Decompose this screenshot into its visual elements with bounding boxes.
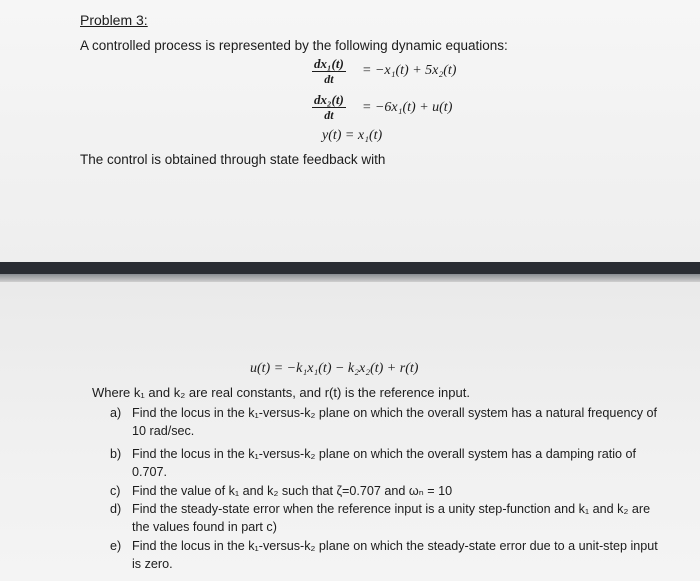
- equation-1-numerator: dx₁(t): [314, 56, 344, 71]
- equation-1-rhs: = −x₁(t) + 5x₂(t): [362, 63, 457, 78]
- page-fold-band: [0, 262, 700, 274]
- question-a-label: a): [110, 406, 122, 420]
- where-sentence: Where k₁ and k₂ are real constants, and r(t) is the reference input.: [92, 385, 470, 400]
- question-e-label: e): [110, 539, 122, 553]
- question-d-line-2: the values found in part c): [132, 520, 277, 534]
- question-b-line-2: 0.707.: [132, 465, 168, 479]
- question-c-line-1: Find the value of k₁ and k₂ such that ζ=0.707 and ωₙ = 10: [132, 484, 453, 498]
- equation-2-denominator: dt: [324, 108, 334, 122]
- question-d-label: d): [110, 502, 122, 516]
- problem-intro: A controlled process is represented by the following dynamic equations:: [80, 38, 508, 53]
- equation-2-rhs: = −6x₁(t) + u(t): [362, 100, 453, 115]
- question-d-line-1: Find the steady-state error when the reference input is a unity step-function and k₁ and k₂ are: [132, 502, 651, 516]
- equation-2-fraction: [312, 92, 346, 122]
- equation-3: y(t) = x₁(t): [322, 128, 383, 143]
- equation-1-denominator: dt: [324, 72, 334, 86]
- equation-1-fraction: [312, 56, 346, 86]
- question-a-line-2: 10 rad/sec.: [132, 424, 195, 438]
- problem-title: Problem 3:: [80, 12, 148, 28]
- question-e-line-2: is zero.: [132, 557, 173, 571]
- question-c-label: c): [110, 484, 121, 498]
- equation-2-numerator: dx₂(t): [314, 92, 344, 107]
- control-law-equation: u(t) = −k₁x₁(t) − k₂x₂(t) + r(t): [250, 361, 419, 376]
- question-e-line-1: Find the locus in the k₁-versus-k₂ plane on which the steady-state error due to a unit-step input: [132, 539, 658, 553]
- question-b-label: b): [110, 447, 122, 461]
- page-fold-shadow: [0, 274, 700, 282]
- question-a-line-1: Find the locus in the k₁-versus-k₂ plane on which the overall system has a natural frequency of: [132, 406, 658, 420]
- feedback-sentence: The control is obtained through state feedback with: [80, 152, 386, 167]
- question-b-line-1: Find the locus in the k₁-versus-k₂ plane on which the overall system has a damping ratio of: [132, 447, 637, 461]
